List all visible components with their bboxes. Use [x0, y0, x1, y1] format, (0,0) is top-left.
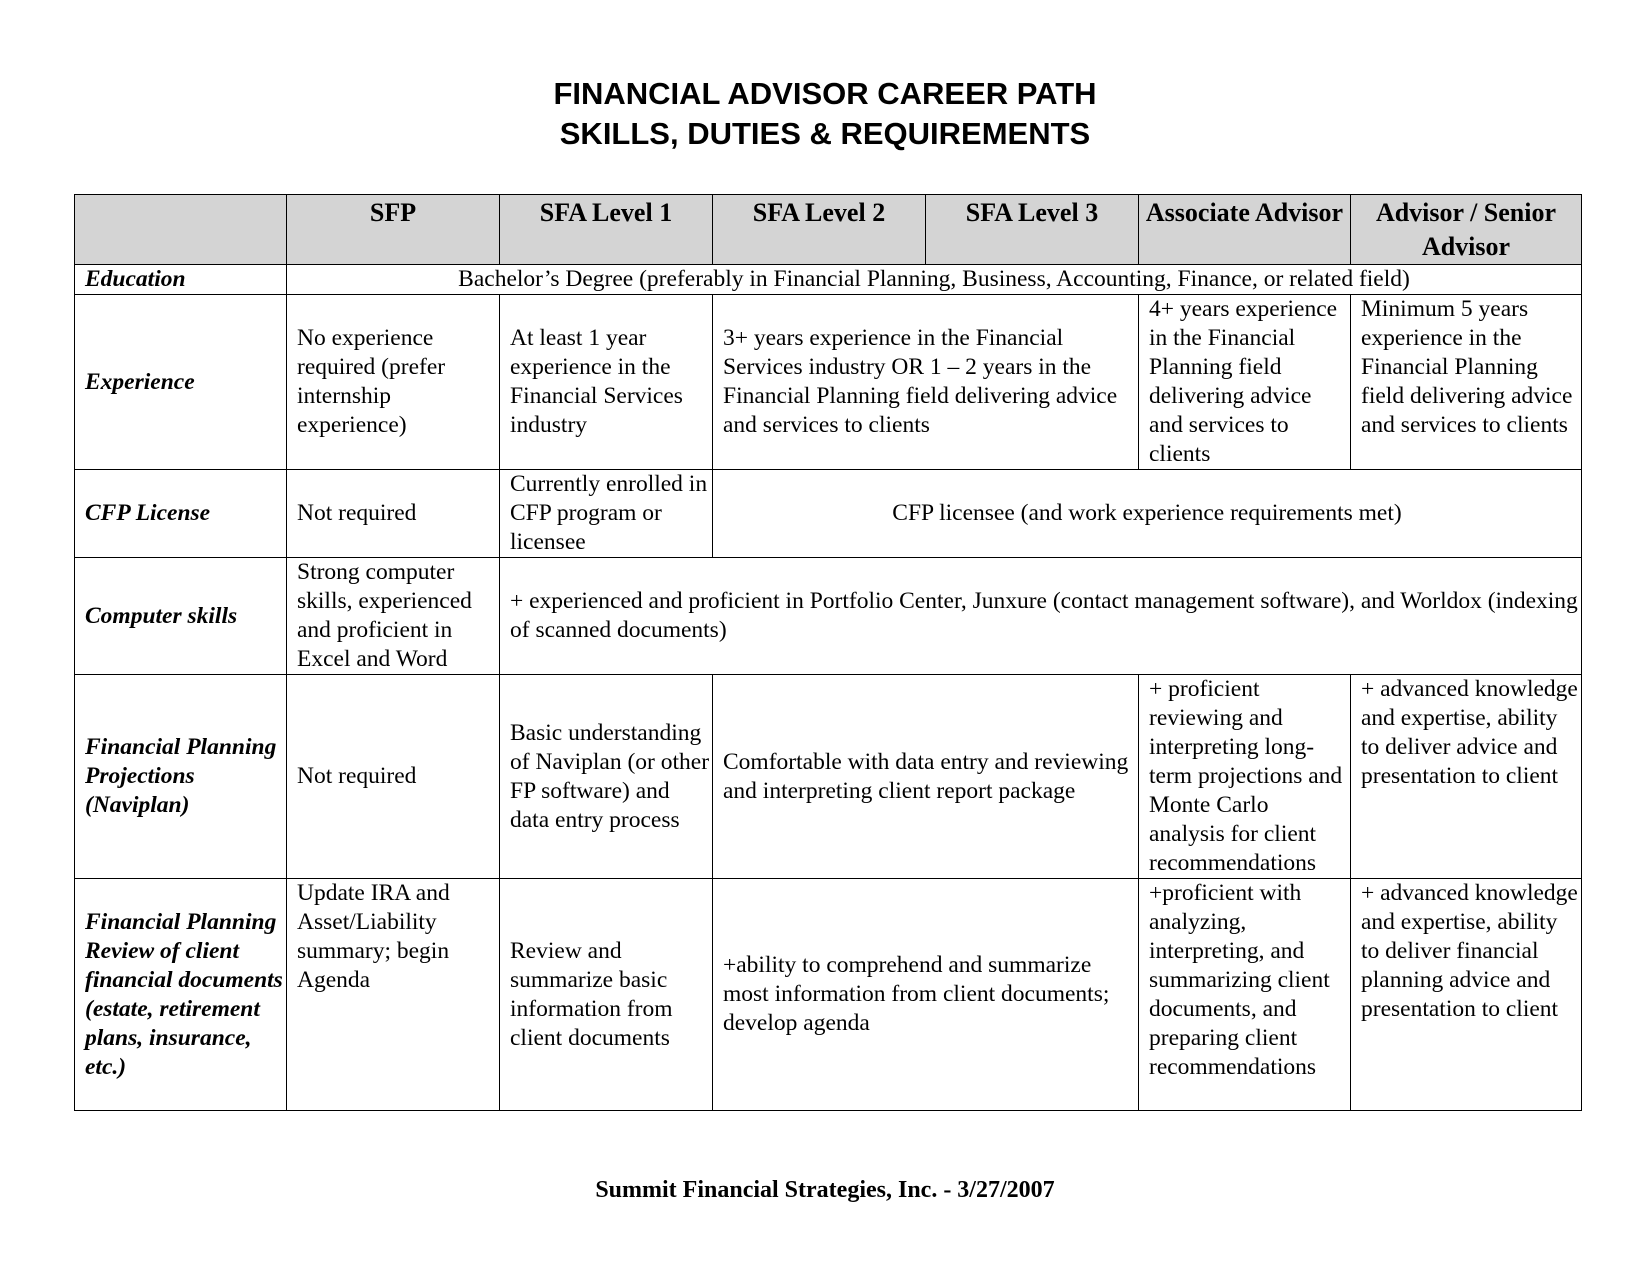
row-label-review: Financial Planning Review of client financial documents (estate, retirement plans, insurance, etc.): [75, 879, 287, 1111]
page-title: FINANCIAL ADVISOR CAREER PATH: [553, 76, 1097, 111]
computer-sfp: Strong computer skills, experienced and proficient in Excel and Word: [287, 558, 500, 675]
header-sfa-level-1: SFA Level 1: [500, 195, 713, 265]
experience-sfa-level-1: At least 1 year experience in the Financial Services industry: [500, 295, 713, 470]
row-review: [75, 879, 1582, 1111]
row-label-cfp-license: CFP License: [75, 470, 287, 558]
review-sfa-level-1: Review and summarize basic information from client documents: [500, 879, 713, 1111]
row-projections: [75, 675, 1582, 879]
cfp-sfp: Not required: [287, 470, 500, 558]
review-associate: +proficient with analyzing, interpreting, and summarizing client documents, and preparing client recommendations: [1139, 879, 1351, 1111]
row-experience: [75, 295, 1582, 470]
row-label-education: Education: [75, 265, 287, 295]
header-sfa-level-2: SFA Level 2: [713, 195, 926, 265]
header-senior-advisor: Advisor / Senior Advisor: [1351, 195, 1582, 265]
cfp-senior-levels: CFP licensee (and work experience requirements met): [713, 470, 1582, 558]
header-row: [75, 195, 1582, 265]
row-label-computer-skills: Computer skills: [75, 558, 287, 675]
education-all-levels: Bachelor’s Degree (preferably in Financial Planning, Business, Accounting, Finance, or related field): [287, 265, 1582, 295]
experience-sfa-level-2-3: 3+ years experience in the Financial Services industry OR 1 – 2 years in the Financial Planning field delivering advice and services to clients: [713, 295, 1139, 470]
page-subtitle: SKILLS, DUTIES & REQUIREMENTS: [559, 116, 1091, 151]
computer-higher-levels: + experienced and proficient in Portfolio Center, Junxure (contact management software), and Worldox (indexing of scanned documents): [500, 558, 1582, 675]
cfp-sfa-level-1: Currently enrolled in CFP program or licensee: [500, 470, 713, 558]
row-label-experience: Experience: [75, 295, 287, 470]
experience-sfp: No experience required (prefer internship experience): [287, 295, 500, 470]
projections-sfp: Not required: [287, 675, 500, 879]
projections-sfa-level-1: Basic understanding of Naviplan (or other FP software) and data entry process: [500, 675, 713, 879]
header-associate-advisor: Associate Advisor: [1139, 195, 1351, 265]
review-sfp: Update IRA and Asset/Liability summary; begin Agenda: [287, 879, 500, 1111]
review-senior: + advanced knowledge and expertise, ability to deliver financial planning advice and presentation to client: [1351, 879, 1582, 1111]
projections-associate: + proficient reviewing and interpreting long-term projections and Monte Carlo analysis for client recommendations: [1139, 675, 1351, 879]
projections-senior: + advanced knowledge and expertise, ability to deliver advice and presentation to client: [1351, 675, 1582, 879]
projections-sfa-level-2-3: Comfortable with data entry and reviewing and interpreting client report package: [713, 675, 1139, 879]
header-corner: [75, 195, 287, 265]
header-sfp: SFP: [287, 195, 500, 265]
row-computer-skills: [75, 558, 1582, 675]
row-education: [75, 265, 1582, 295]
row-label-projections: Financial Planning Projections (Naviplan): [75, 675, 287, 879]
experience-associate: 4+ years experience in the Financial Planning field delivering advice and services to clients: [1139, 295, 1351, 470]
review-sfa-level-2-3: +ability to comprehend and summarize most information from client documents; develop agenda: [713, 879, 1139, 1111]
footer-text: Summit Financial Strategies, Inc. - 3/27/2007: [595, 1177, 1055, 1203]
career-path-table: [74, 194, 1582, 1111]
header-sfa-level-3: SFA Level 3: [926, 195, 1139, 265]
experience-senior: Minimum 5 years experience in the Financial Planning field delivering advice and services to clients: [1351, 295, 1582, 470]
row-cfp-license: [75, 470, 1582, 558]
